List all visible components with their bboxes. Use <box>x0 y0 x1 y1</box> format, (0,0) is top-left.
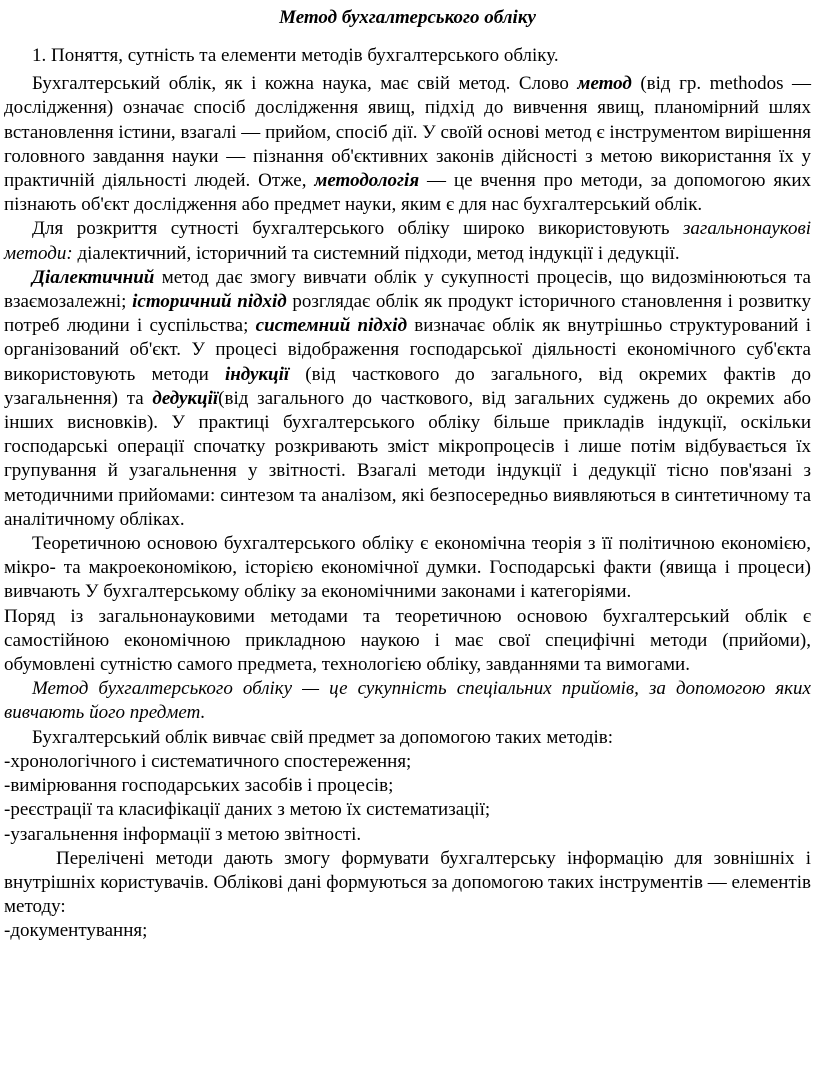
text-run: визначає облік як внутрішньо структурований і організований об'єкт. У процесі відображення господарської діяльності економічного суб'єкта використовують методи <box>4 315 812 385</box>
list-item: -узагальнення інформації з метою звітності. <box>4 823 362 845</box>
term-dialectical: Діалектичний <box>32 266 155 288</box>
term-historical-approach: історичний підхід <box>132 291 287 313</box>
text-run: розглядає облік як продукт історичного становлення і розвитку потреб людини і суспільства; <box>4 291 811 337</box>
paragraph-elements-intro: Перелічені методи дають змогу формувати бухгалтерську інформацію для зовнішніх і внутрішніх користувачів. Облікові дані формуються за допомогою таких інструментів — елементів методу: <box>4 847 811 918</box>
paragraph-general-methods <box>4 217 811 265</box>
text-run: (від часткового до загального, від окремих фактів до узагальнення) та <box>4 363 811 409</box>
text-run: (від загального до часткового, від загальних суджень до окремих або інших висновків). У практиці бухгалтерського обліку більше прикладів індукції, оскільки господарські операції спочатку розкривають зміст мікропроцесів і лише потім відбувається їх групування й узагальнення у звітності. Взагалі методи індукції і дедукції тісно пов'язані з методичними прийомами: синтезом та аналізом, які безпосередньо виявляються в синтетичному та аналітичному обліках. <box>4 387 811 530</box>
term-method: метод <box>577 73 632 95</box>
list-item: -реєстрації та класифікації даних з метою їх систематизації; <box>4 799 491 821</box>
paragraph-approaches <box>4 266 811 532</box>
elements-list <box>4 919 811 943</box>
text-run: Для розкриття сутності бухгалтерського обліку широко використовують <box>32 218 684 240</box>
term-deduction: дедукції <box>152 387 219 409</box>
term-general-scientific-methods: загальнонаукові методи: <box>4 218 811 264</box>
term-induction: індукції <box>224 363 290 385</box>
paragraph-method-definition-italic: Метод бухгалтерського обліку — це сукупність спеціальних прийомів, за допомогою яких вивчають його предмет. <box>4 678 811 724</box>
paragraph-methods-intro: Бухгалтерський облік вивчає свій предмет за допомогою таких методів: <box>32 726 614 748</box>
methods-list <box>4 750 811 847</box>
term-methodology: методологія <box>314 170 420 192</box>
term-system-approach: системний підхід <box>255 315 408 337</box>
list-item: -документування; <box>4 920 148 942</box>
paragraph-theoretical-basis: Теоретичною основою бухгалтерського обліку є економічна теорія з її політичною економією, мікро- та макроекономікою, історією економічної думки. Господарські факти (явища і процеси) вивчають У бухгалтерському обліку за економічними законами і категоріями. <box>4 533 811 603</box>
list-item: -хронологічного і систематичного спостереження; <box>4 750 412 772</box>
text-run: Бухгалтерський облік, як і кожна наука, має свій метод. Слово <box>32 73 578 95</box>
paragraph-specific-methods: Поряд із загальнонауковими методами та теоретичною основою бухгалтерський облік є самостійною економічною прикладною наукою і має свої специфічні методи (прийоми), обумовлені сутністю самого предмета, технологією обліку, завданнями та вимогами. <box>4 605 811 676</box>
section-heading: 1. Поняття, сутність та елементи методів бухгалтерського обліку. <box>32 45 559 66</box>
list-item: -вимірювання господарських засобів і процесів; <box>4 775 394 797</box>
text-run: метод дає змогу вивчати облік у сукупності процесів, що видозмінюються та взаємозалежні; <box>4 266 811 313</box>
text-run: діалектичний, історичний та системний підходи, метод індукції і дедукції. <box>72 242 680 264</box>
text-run: (від гр. methodos — дослідження) означає спосіб дослідження явищ, підхід до вивчення явищ, планомірний шлях встановлення істини, взагалі — прийом, спосіб дії. У своїй основі метод є інструментом вирішення головного завдання науки — пізнання об'єктивних законів дійсності з метою використання їх у практичній діяльності людей. Отже, <box>4 73 812 192</box>
text-run: — це вчення про методи, за допомогою яких пізнають об'єкт дослідження або предмет науки, яким є для нас бухгалтерський облік. <box>4 170 811 216</box>
document-title: Метод бухгалтерського обліку <box>279 7 536 28</box>
paragraph-method-definition <box>4 72 811 217</box>
